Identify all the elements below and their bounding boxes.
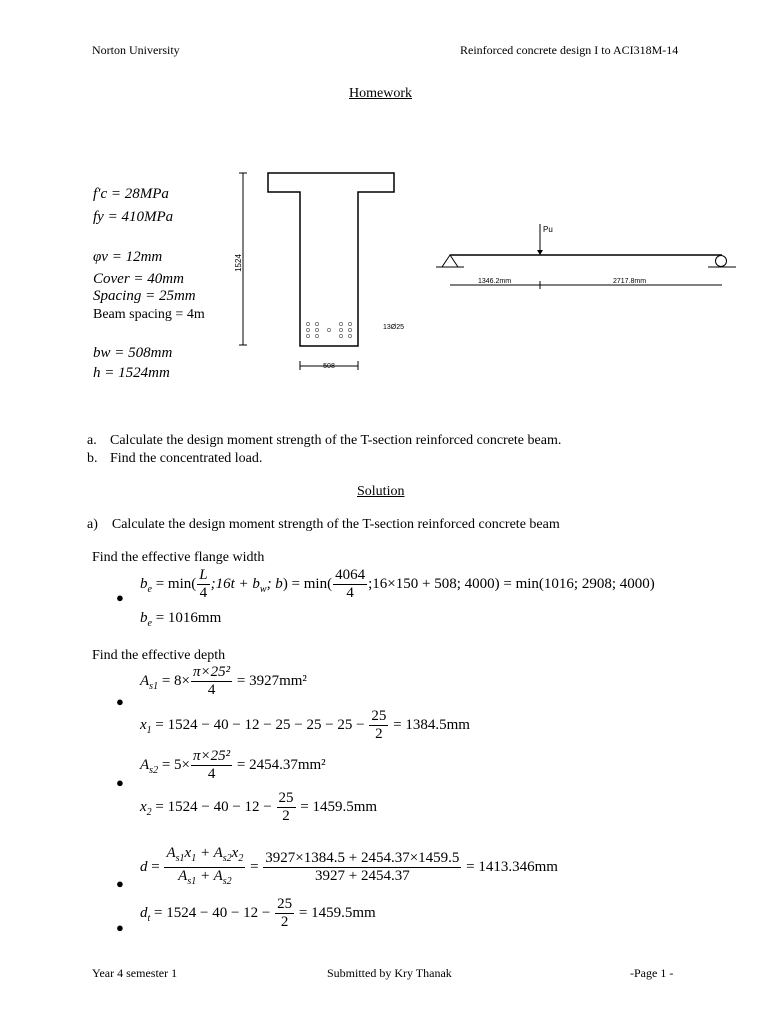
task-a-marker: a. xyxy=(87,433,97,448)
given-cover: Cover = 40mm xyxy=(93,271,184,287)
given-beam-spacing: Beam spacing = 4m xyxy=(93,307,205,322)
flange-eq1: $b_e = \min$( $\frac{L}{4}$ ;16t + $b_w$; b) = min( $\frac{4064}{4}$ ;16×150 + 508; 4000) = min(1016; 2908; 4000) xyxy=(140,567,655,601)
t-section-outline xyxy=(268,173,394,346)
x2-equation: $x_2 = 1524 - 40 - 12$ − $\frac{25}{2}$ = 1459.5mm xyxy=(140,790,378,824)
given-spacing: Spacing = 25mm xyxy=(93,288,196,304)
task-b-text: Find the concentrated load. xyxy=(110,451,263,466)
rebar-group xyxy=(306,322,351,337)
task-b-marker: b. xyxy=(87,451,98,466)
given-phi: φv = 12mm xyxy=(93,249,163,265)
given-fy: fy = 410MPa xyxy=(93,209,174,225)
height-label: 1524 xyxy=(234,254,243,272)
given-fc: f′c = 28MPa xyxy=(93,186,169,202)
header-right: Reinforced concrete design I to ACI318M-14 xyxy=(460,43,679,57)
bullet: ● xyxy=(116,876,124,891)
task-a-text: Calculate the design moment strength of the T-section reinforced concrete beam. xyxy=(110,433,562,448)
footer-right: -Page 1 - xyxy=(630,966,674,980)
d-equation: d = $\frac{A_{s1}x_1 + A_{s2}x_2}{A_{s1} + A_{s2}}$ = $\frac{3927\times 1384.5 + 2454.37\times 1459.5}{3927 + 2454.37}$ = 1413.346mm xyxy=(140,845,558,887)
bullet: ● xyxy=(116,590,124,605)
given-bw: bw = 508mm xyxy=(93,345,173,361)
solution-title: Solution xyxy=(357,484,405,499)
as1-equation: $A_{s1} = 8\times$ $\frac{\text{π×25²}}{4}$ = 3927mm² xyxy=(140,664,307,698)
width-label: 508 xyxy=(323,363,335,370)
right-span-label: 2717.8mm xyxy=(613,278,647,285)
t-section-figure xyxy=(230,165,420,380)
flange-heading: Find the effective flange width xyxy=(92,550,265,565)
depth-heading: Find the effective depth xyxy=(92,648,226,663)
footer-left: Year 4 semester 1 xyxy=(92,966,178,980)
x1-equation: $x_1 = 1524 - 40 - 12 - 25 - 25 - 25$ − $\frac{25}{2}$ = 1384.5mm xyxy=(140,708,470,742)
given-h: h = 1524mm xyxy=(93,365,170,381)
bullet: ● xyxy=(116,775,124,790)
bars-label: 13Ø25 xyxy=(383,324,405,331)
dt-equation: $d_t = 1524 - 40 - 12$ − $\frac{25}{2}$ = 1459.5mm xyxy=(140,896,376,930)
header-left: Norton University xyxy=(92,43,180,57)
solution-a-heading: a) Calculate the design moment strength of the T-section reinforced concrete beam xyxy=(87,517,560,532)
beam-figure xyxy=(430,220,740,290)
roller-support-icon xyxy=(716,256,727,267)
left-span-label: 1346.2mm xyxy=(478,278,512,285)
flange-eq2: $b_e = 1016mm$ xyxy=(140,610,222,629)
footer-center: Submitted by Kry Thanak xyxy=(327,966,452,980)
load-label: Pu xyxy=(543,225,553,234)
bullet: ● xyxy=(116,694,124,709)
bullet: ● xyxy=(116,920,124,935)
pin-support-icon xyxy=(442,255,458,267)
page-title: Homework xyxy=(349,86,412,101)
as2-equation: $A_{s2} = 5\times$ $\frac{\text{π×25²}}{4}$ = 2454.37mm² xyxy=(140,748,326,782)
